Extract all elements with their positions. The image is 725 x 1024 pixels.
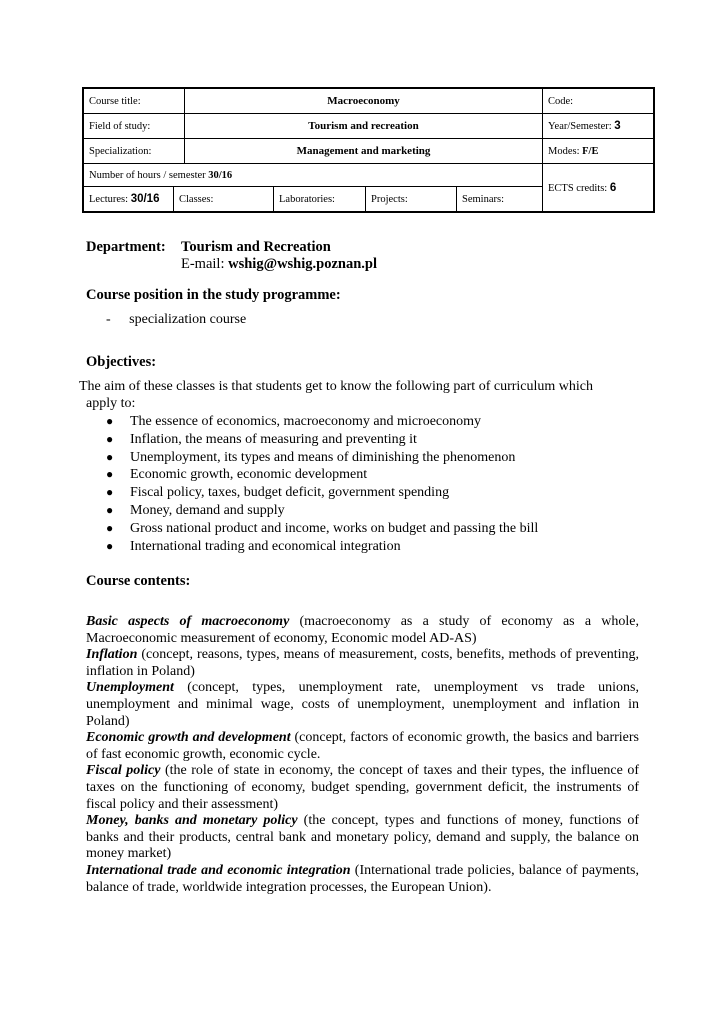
- course-position-section: [86, 287, 341, 328]
- department-block: [86, 239, 377, 273]
- department-label: Department:: [86, 239, 166, 255]
- bullet-icon: ●: [106, 538, 114, 553]
- course-title-label: Course title:: [83, 88, 185, 114]
- course-position-text: specialization course: [129, 311, 247, 327]
- ects-cell: [543, 164, 655, 213]
- hours-label: Number of hours / semester: [89, 169, 206, 181]
- year-semester-label: Year/Semester:: [548, 121, 612, 132]
- bullet-icon: ●: [106, 485, 114, 500]
- contents-entry: Money, banks and monetary policy (the concept, types and functions of money, functions of banks and their products, central bank and monetary policy, demand and supply, the balance on money market): [86, 813, 639, 862]
- list-item: ● Unemployment, its types and means of diminishing the phenomenon: [106, 449, 516, 465]
- hours-value: 30/16: [208, 169, 233, 181]
- list-item: ● Gross national product and income, works on budget and passing the bill: [106, 520, 539, 536]
- objectives-intro-line2: apply to:: [86, 395, 136, 411]
- bullet-icon: ●: [106, 502, 114, 517]
- email-label: E-mail:: [181, 256, 225, 272]
- year-semester-value: 3: [614, 120, 621, 132]
- objectives-intro-line1: The aim of these classes is that students get to know the following part of curriculum which: [79, 379, 593, 394]
- hours-cell: [83, 164, 543, 187]
- bullet-icon: ●: [106, 414, 114, 428]
- course-contents-heading: Course contents:: [86, 573, 191, 589]
- laboratories-label: Laboratories:: [274, 187, 366, 211]
- objectives-heading: Objectives:: [86, 354, 157, 370]
- ects-label: ECTS credits:: [548, 182, 608, 194]
- contents-entry: Economic growth and development (concept, factors of economic growth, the basics and barriers of fast economic growth, economic cycle.: [86, 730, 640, 762]
- modes-value: F/E: [582, 145, 599, 157]
- activity-types-row: [83, 187, 543, 213]
- list-item: ● The essence of economics, macroeconomy and microeconomy: [106, 414, 482, 429]
- course-title-value: Macroeconomy: [185, 88, 543, 114]
- email-value: wshig@wshig.poznan.pl: [228, 256, 377, 272]
- contents-entry: International trade and economic integration (International trade policies, balance of payments, balance of trade, worldwide integration processes, the European Union).: [86, 862, 639, 895]
- bullet-icon: ●: [106, 520, 114, 535]
- course-position-item: [86, 312, 341, 329]
- field-of-study-label: Field of study:: [83, 114, 185, 139]
- list-item: ● Economic growth, economic development: [106, 467, 368, 483]
- objectives-list: [86, 413, 538, 555]
- bullet-icon: ●: [106, 467, 114, 482]
- specialization-value: Management and marketing: [185, 139, 543, 164]
- bullet-icon: ●: [106, 449, 114, 464]
- course-contents-body: [86, 614, 639, 896]
- field-of-study-value: Tourism and recreation: [185, 114, 543, 139]
- objectives-heading-block: [86, 354, 156, 371]
- contents-entry: Inflation (concept, reasons, types, means of measurement, costs, benefits, methods of preventing, inflation in Poland): [86, 647, 639, 679]
- course-contents-heading-block: [86, 573, 190, 590]
- specialization-label: Specialization:: [83, 139, 185, 164]
- contents-entry: Unemployment (concept, types, unemployment rate, unemployment vs trade unions, unemployment and minimal wage, costs of unemployment, unemployment and inflation in Poland): [86, 680, 639, 729]
- bullet-icon: ●: [106, 431, 114, 446]
- objectives-intro: [79, 379, 593, 412]
- seminars-label: Seminars:: [462, 193, 504, 205]
- course-info-table: [82, 87, 655, 213]
- list-item: ● International trading and economical integration: [106, 538, 401, 554]
- list-item: ● Money, demand and supply: [106, 502, 285, 518]
- dash-marker: -: [106, 311, 111, 327]
- list-item: ● Inflation, the means of measuring and preventing it: [106, 431, 417, 447]
- contents-entry: Basic aspects of macroeconomy (macroeconomy as a study of economy as a whole, Macroeconomic measurement of economy, Economic model AD-AS): [86, 614, 639, 646]
- list-item: ● Fiscal policy, taxes, budget deficit, government spending: [106, 485, 450, 501]
- lectures-value: 30/16: [130, 193, 160, 205]
- contents-entry: Fiscal policy (the role of state in economy, the concept of taxes and their types, the influence of taxes on the functioning of economy, budget spending, government deficit, the instruments of fiscal policy and their assessment): [86, 763, 639, 812]
- year-semester-cell: [543, 114, 655, 139]
- classes-label: Classes:: [174, 187, 274, 211]
- department-name: Tourism and Recreation: [181, 239, 331, 255]
- projects-label: Projects:: [366, 187, 457, 211]
- lectures-label: Lectures:: [89, 193, 129, 205]
- course-position-heading: Course position in the study programme:: [86, 287, 341, 303]
- modes-label: Modes:: [548, 145, 580, 157]
- code-label: Code:: [543, 88, 655, 114]
- ects-value: 6: [609, 181, 617, 194]
- modes-cell: [543, 139, 655, 164]
